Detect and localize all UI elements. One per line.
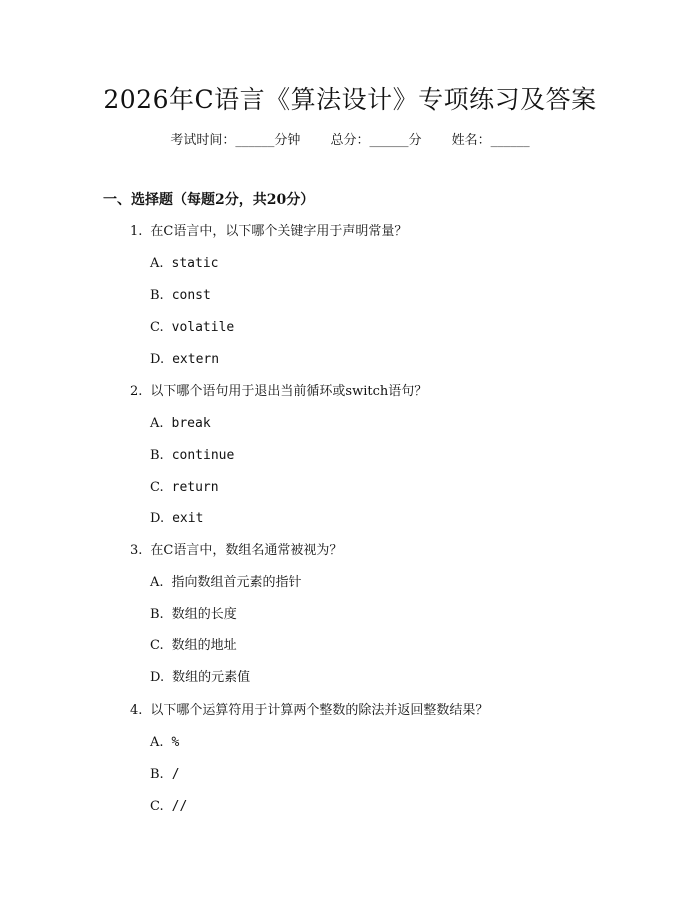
option-text: static xyxy=(171,256,219,271)
option-text: 数组的地址 xyxy=(171,638,237,653)
option-text: extern xyxy=(172,352,220,367)
q1-option-d xyxy=(150,349,219,371)
q3-option-a xyxy=(150,572,302,594)
option-letter: D. xyxy=(150,670,165,685)
option-text: // xyxy=(171,799,188,814)
question-number: 3. xyxy=(130,543,143,558)
option-text: const xyxy=(171,288,211,303)
option-letter: B. xyxy=(150,767,164,782)
exam-info-row xyxy=(0,130,700,152)
q3-option-d xyxy=(150,667,250,689)
option-letter: A. xyxy=(150,256,164,271)
question-number: 2. xyxy=(130,384,143,399)
option-text: % xyxy=(171,735,180,750)
question-2 xyxy=(130,381,427,403)
option-letter: C. xyxy=(150,799,164,814)
option-letter: B. xyxy=(150,607,164,622)
option-letter: D. xyxy=(150,511,165,526)
option-letter: A. xyxy=(150,735,164,750)
student-name-field: 姓名：______ xyxy=(451,133,530,148)
option-letter: B. xyxy=(150,288,164,303)
q2-option-c xyxy=(150,477,219,499)
option-text: break xyxy=(171,416,211,431)
q3-option-b xyxy=(150,604,237,626)
option-letter: A. xyxy=(150,416,164,431)
q4-option-c xyxy=(150,796,187,818)
option-text: 指向数组首元素的指针 xyxy=(171,575,302,590)
option-letter: C. xyxy=(150,320,164,335)
option-letter: C. xyxy=(150,638,164,653)
q4-option-a xyxy=(150,732,179,754)
document-title: 2026年C语言《算法设计》专项练习及答案 xyxy=(103,85,597,114)
q1-option-a xyxy=(150,253,219,275)
option-letter: A. xyxy=(150,575,164,590)
q1-option-c xyxy=(150,317,234,339)
q2-option-d xyxy=(150,508,203,530)
option-text: return xyxy=(171,480,219,495)
q1-option-b xyxy=(150,285,211,307)
option-text: 数组的元素值 xyxy=(172,670,251,685)
option-text: exit xyxy=(172,511,204,526)
option-text: volatile xyxy=(171,320,235,335)
question-3 xyxy=(130,540,342,562)
question-text: 在C语言中，以下哪个关键字用于声明常量？ xyxy=(150,224,408,239)
question-text: 在C语言中，数组名通常被视为？ xyxy=(150,543,343,558)
q4-option-b xyxy=(150,764,180,786)
question-number: 4. xyxy=(130,703,143,718)
option-letter: B. xyxy=(150,448,164,463)
option-text: continue xyxy=(171,448,235,463)
q3-option-c xyxy=(150,635,237,657)
total-score-field: 总分：______分 xyxy=(330,133,422,148)
section-heading: 一、选择题（每题2分，共20分） xyxy=(103,192,315,208)
exam-time-field: 考试时间：______分钟 xyxy=(170,133,301,148)
q2-option-b xyxy=(150,445,234,467)
question-1 xyxy=(130,221,407,243)
question-number: 1. xyxy=(130,224,143,239)
option-text: 数组的长度 xyxy=(171,607,237,622)
option-letter: C. xyxy=(150,480,164,495)
question-text: 以下哪个语句用于退出当前循环或switch语句？ xyxy=(150,384,428,399)
q2-option-a xyxy=(150,413,211,435)
question-text: 以下哪个运算符用于计算两个整数的除法并返回整数结果？ xyxy=(150,703,489,718)
question-4 xyxy=(130,700,488,722)
option-letter: D. xyxy=(150,352,165,367)
option-text: / xyxy=(171,767,180,782)
